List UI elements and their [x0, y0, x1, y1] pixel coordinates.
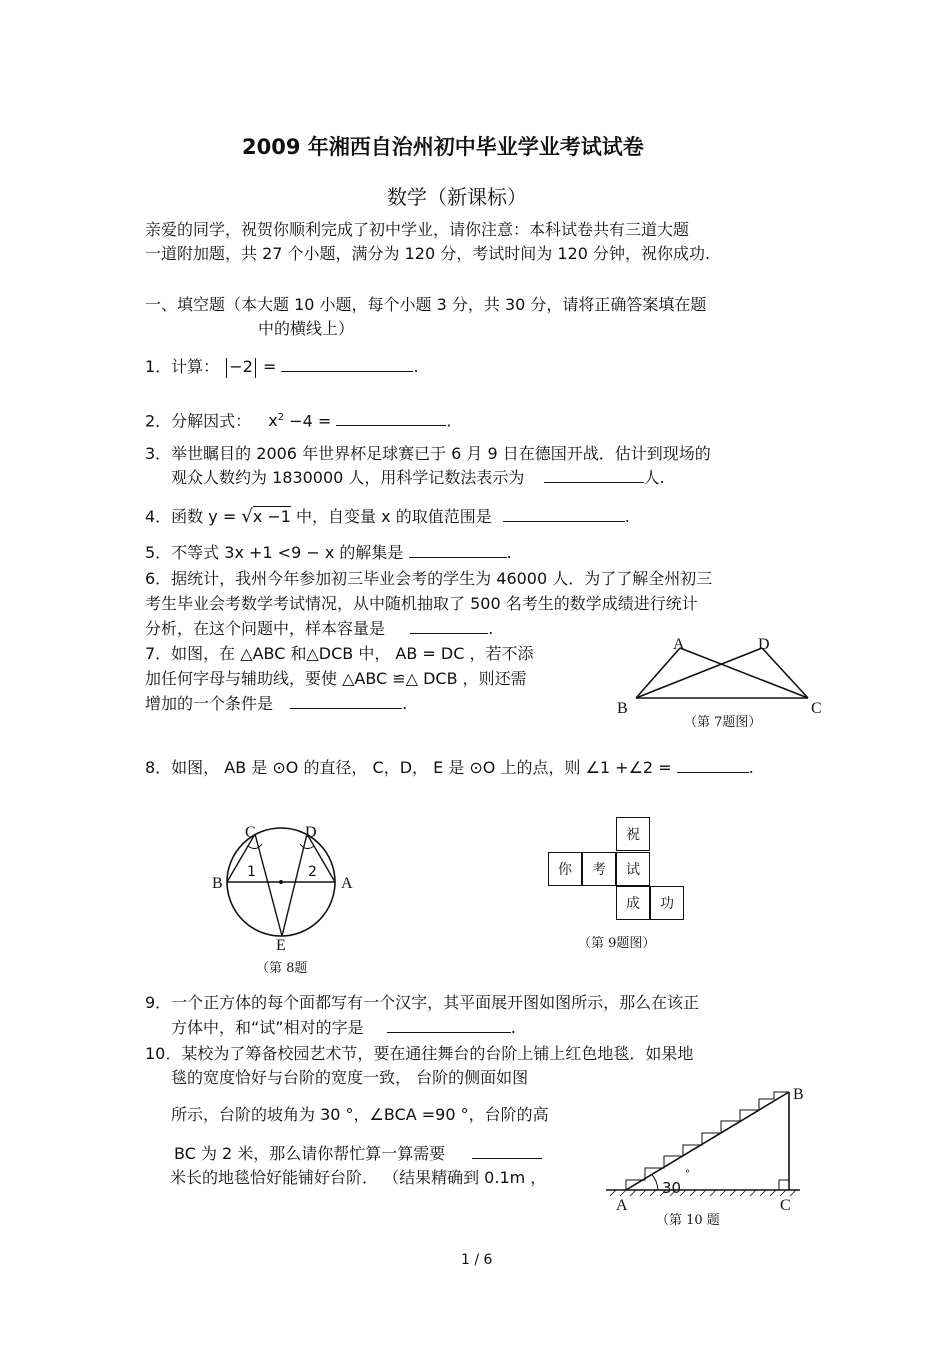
section-1-heading-cont: 中的横线上）: [258, 319, 355, 338]
fig10-caption: （第 10 题: [656, 1213, 720, 1228]
page-number: 1 / 6: [461, 1252, 493, 1268]
q10-line4: BC 为 2 米，那么请你帮忙算一算需要: [174, 1144, 446, 1163]
q4-end: .: [624, 507, 630, 526]
question-7-line-2: 加任何字母与辅助线，要使 △ABC ≌△ DCB ，则还需: [145, 669, 527, 688]
question-9-line-1: 9．一个正方体的每个面都写有一个汉字，其平面展开图如图所示，那么在该正: [145, 993, 700, 1012]
fig10-label-c: C: [780, 1197, 791, 1214]
question-10-line-1: 10．某校为了筹备校园艺术节，要在通往舞台的台阶上铺上红色地毯．如果地: [145, 1044, 694, 1063]
intro-line-1: 亲爱的同学，祝贺你顺利完成了初中学业，请你注意：本科试卷共有三道大题: [145, 220, 690, 239]
q7-line3: 增加的一个条件是: [145, 694, 274, 713]
q9-line2: 方体中，和“试”相对的字是: [171, 1018, 364, 1037]
cube-net-cell: 成: [616, 886, 650, 920]
cube-net-cell: 功: [650, 886, 684, 920]
fig8-label-b: B: [212, 875, 223, 892]
fig8-label-e: E: [276, 937, 286, 954]
question-6-line-2: 考生毕业会考数学考试情况，从中随机抽取了 500 名考生的数学成绩进行统计: [145, 594, 698, 613]
q2-prefix: 2．分解因式：: [145, 411, 252, 431]
q10-line5: 米长的地毯恰好能铺好台阶． （结果精确到 0.1m ，: [170, 1168, 547, 1187]
q6-line3: 分析，在这个问题中，样本容量是: [145, 619, 386, 638]
fig7-label-a: A: [673, 636, 685, 653]
fig8-caption: （第 8题: [256, 961, 308, 976]
q4-radicand: x −1: [252, 507, 291, 526]
q2-end: .: [446, 411, 452, 431]
fig8-angle-1: 1: [247, 864, 256, 880]
question-7-line-1: 7．如图，在 △ABC 和△DCB 中， AB = DC ，若不添: [145, 644, 534, 663]
section-1-heading: 一、填空题（本大题 10 小题，每个小题 3 分，共 30 分，请将正确答案填在题: [145, 295, 707, 314]
fig8-label-d: D: [305, 824, 317, 841]
question-10-line-3: 所示，台阶的坡角为 30 °，∠BCA =90 °，台阶的高: [171, 1105, 549, 1124]
q4-rest: 中，自变量 x 的取值范围是: [296, 507, 492, 526]
q1-end: .: [413, 357, 419, 376]
fig8-label-a: A: [341, 875, 353, 892]
q2-rest: −4 =: [284, 411, 332, 431]
fig7-caption: （第 7题图）: [684, 715, 762, 730]
question-10-line-2: 毯的宽度恰好与台阶的宽度一致， 台阶的侧面如图: [171, 1068, 529, 1087]
q8-text: 8．如图， AB 是 ⊙O 的直径， C，D， E 是 ⊙O 上的点，则 ∠1 +∠2 =: [145, 758, 672, 777]
q8-end: .: [748, 758, 754, 777]
q5-text: 5．不等式 3x +1 <9 − x 的解集是: [145, 543, 404, 562]
fig10-label-a: A: [616, 1197, 628, 1214]
question-6-line-1: 6．据统计，我州今年参加初三毕业会考的学生为 46000 人．为了了解全州初三: [145, 569, 713, 588]
page-subtitle: 数学（新课标）: [387, 185, 527, 209]
fig10-angle-value: 30: [662, 1179, 682, 1197]
q3-line2: 观众人数约为 1830000 人，用科学记数法表示为: [171, 468, 525, 487]
q9-end: .: [510, 1018, 516, 1037]
fig10-label-b: B: [793, 1086, 804, 1103]
page-title: 2009 年湘西自治州初中毕业学业考试试卷: [242, 135, 644, 159]
fig7-label-b: B: [617, 700, 628, 717]
q5-end: .: [506, 543, 512, 562]
q6-end: .: [488, 619, 494, 638]
q1-eq: =: [262, 357, 277, 376]
q1-prefix: 1．计算：: [145, 357, 220, 376]
fig7-label-c: C: [811, 700, 822, 717]
cube-net-cell: 考: [582, 852, 616, 886]
cube-net-cell: 祝: [616, 817, 650, 851]
fig9-caption: （第 9题图）: [578, 936, 656, 951]
cube-net-cell: 你: [548, 852, 582, 886]
fig8-label-c: C: [245, 824, 256, 841]
q2-exponent: 2: [277, 412, 285, 423]
fig8-angle-2: 2: [308, 864, 317, 880]
q1-expr: −2: [229, 357, 253, 376]
question-3-line-1: 3．举世瞩目的 2006 年世界杯足球赛已于 6 月 9 日在德国开战．估计到现场的: [145, 444, 711, 463]
sqrt-icon: √: [241, 506, 253, 527]
cube-net-cell: 试: [616, 852, 650, 886]
q7-end: .: [402, 694, 408, 713]
intro-line-2: 一道附加题，共 27 个小题，满分为 120 分，考试时间为 120 分钟，祝你成功.: [145, 244, 711, 263]
q4-prefix: 4．函数 y =: [145, 507, 237, 526]
fig10-angle-degree: °: [685, 1169, 690, 1180]
q2-expr: x: [268, 411, 278, 431]
q3-end: 人.: [643, 468, 665, 487]
fig7-label-d: D: [758, 636, 770, 653]
